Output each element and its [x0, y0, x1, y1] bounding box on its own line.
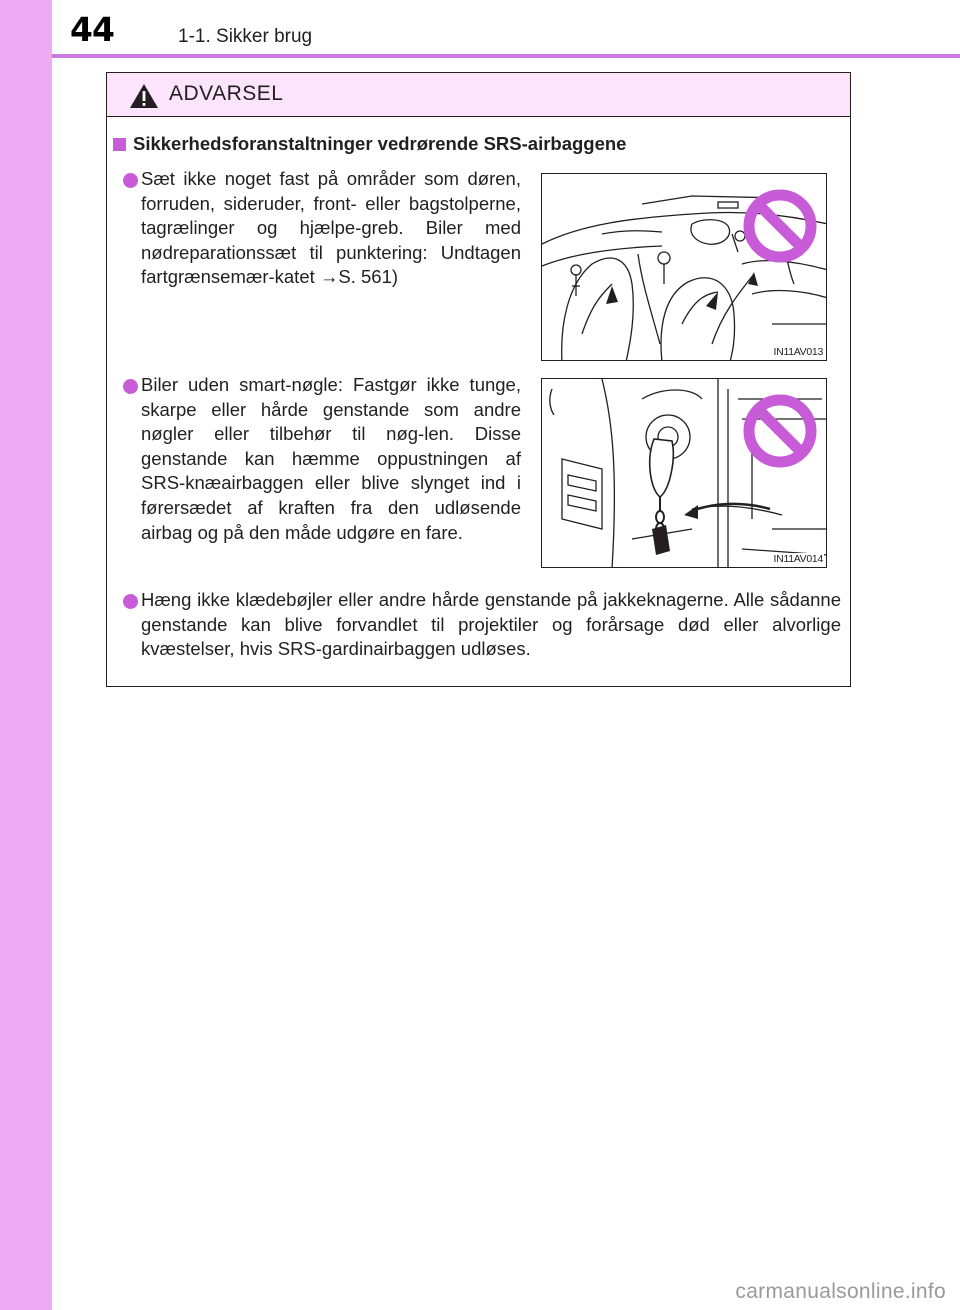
bullet-dot-icon — [123, 173, 138, 188]
figure-code: IN11AV013 — [773, 346, 823, 358]
figure-interior-pillars — [541, 173, 827, 361]
list-item — [141, 167, 521, 290]
figure-key-ignition — [541, 378, 827, 568]
page-number: 44 — [70, 10, 114, 49]
side-bar — [0, 0, 52, 1310]
bullet-dot-icon — [123, 379, 138, 394]
warning-triangle-icon — [129, 83, 159, 109]
list-item-text: Biler uden smart-nøgle: Fastgør ikke tunge, skarpe eller hårde genstande som andre nøgler eller tilbehør til nøg-len. Disse genstande kan hæmme oppustningen af SRS-knæairbaggen eller blive slynget ind i førersædet af kraften fra den udløsende airbag og på den måde udgøre en fare. — [141, 374, 521, 543]
warning-box — [106, 72, 851, 687]
prohibition-icon — [742, 188, 818, 264]
list-item-text: Sæt ikke noget fast på områder som døren, forruden, sideruder, front- eller bagstolperne, tagrælinger og hjælpe-greb. Biler med nødreparationssæt til punktering: Undtagen fartgrænsemær-katet →S. 561) — [141, 168, 521, 288]
section-heading — [107, 133, 626, 155]
list-item-text: Hæng ikke klædebøjler eller andre hårde genstande på jakkeknagerne. Alle sådanne genstande kan blive forvandlet til projektiler og forårsage død eller alvorlige kvæstelser, hvis SRS-gardinairbaggen udløses. — [141, 589, 841, 660]
header-rule — [52, 54, 960, 58]
warning-header — [107, 73, 850, 117]
prohibition-icon — [742, 393, 818, 469]
section-heading-text: Sikkerhedsforanstaltninger vedrørende SRS-airbaggene — [133, 133, 627, 154]
section-label: 1-1. Sikker brug — [178, 26, 313, 47]
watermark: carmanualsonline.info — [735, 1280, 946, 1303]
figure-code: IN11AV014 — [773, 553, 823, 565]
bullet-dot-icon — [123, 594, 138, 609]
list-item — [141, 588, 841, 662]
warning-title: ADVARSEL — [169, 82, 284, 105]
square-bullet-icon — [113, 138, 126, 151]
list-item — [141, 373, 521, 545]
